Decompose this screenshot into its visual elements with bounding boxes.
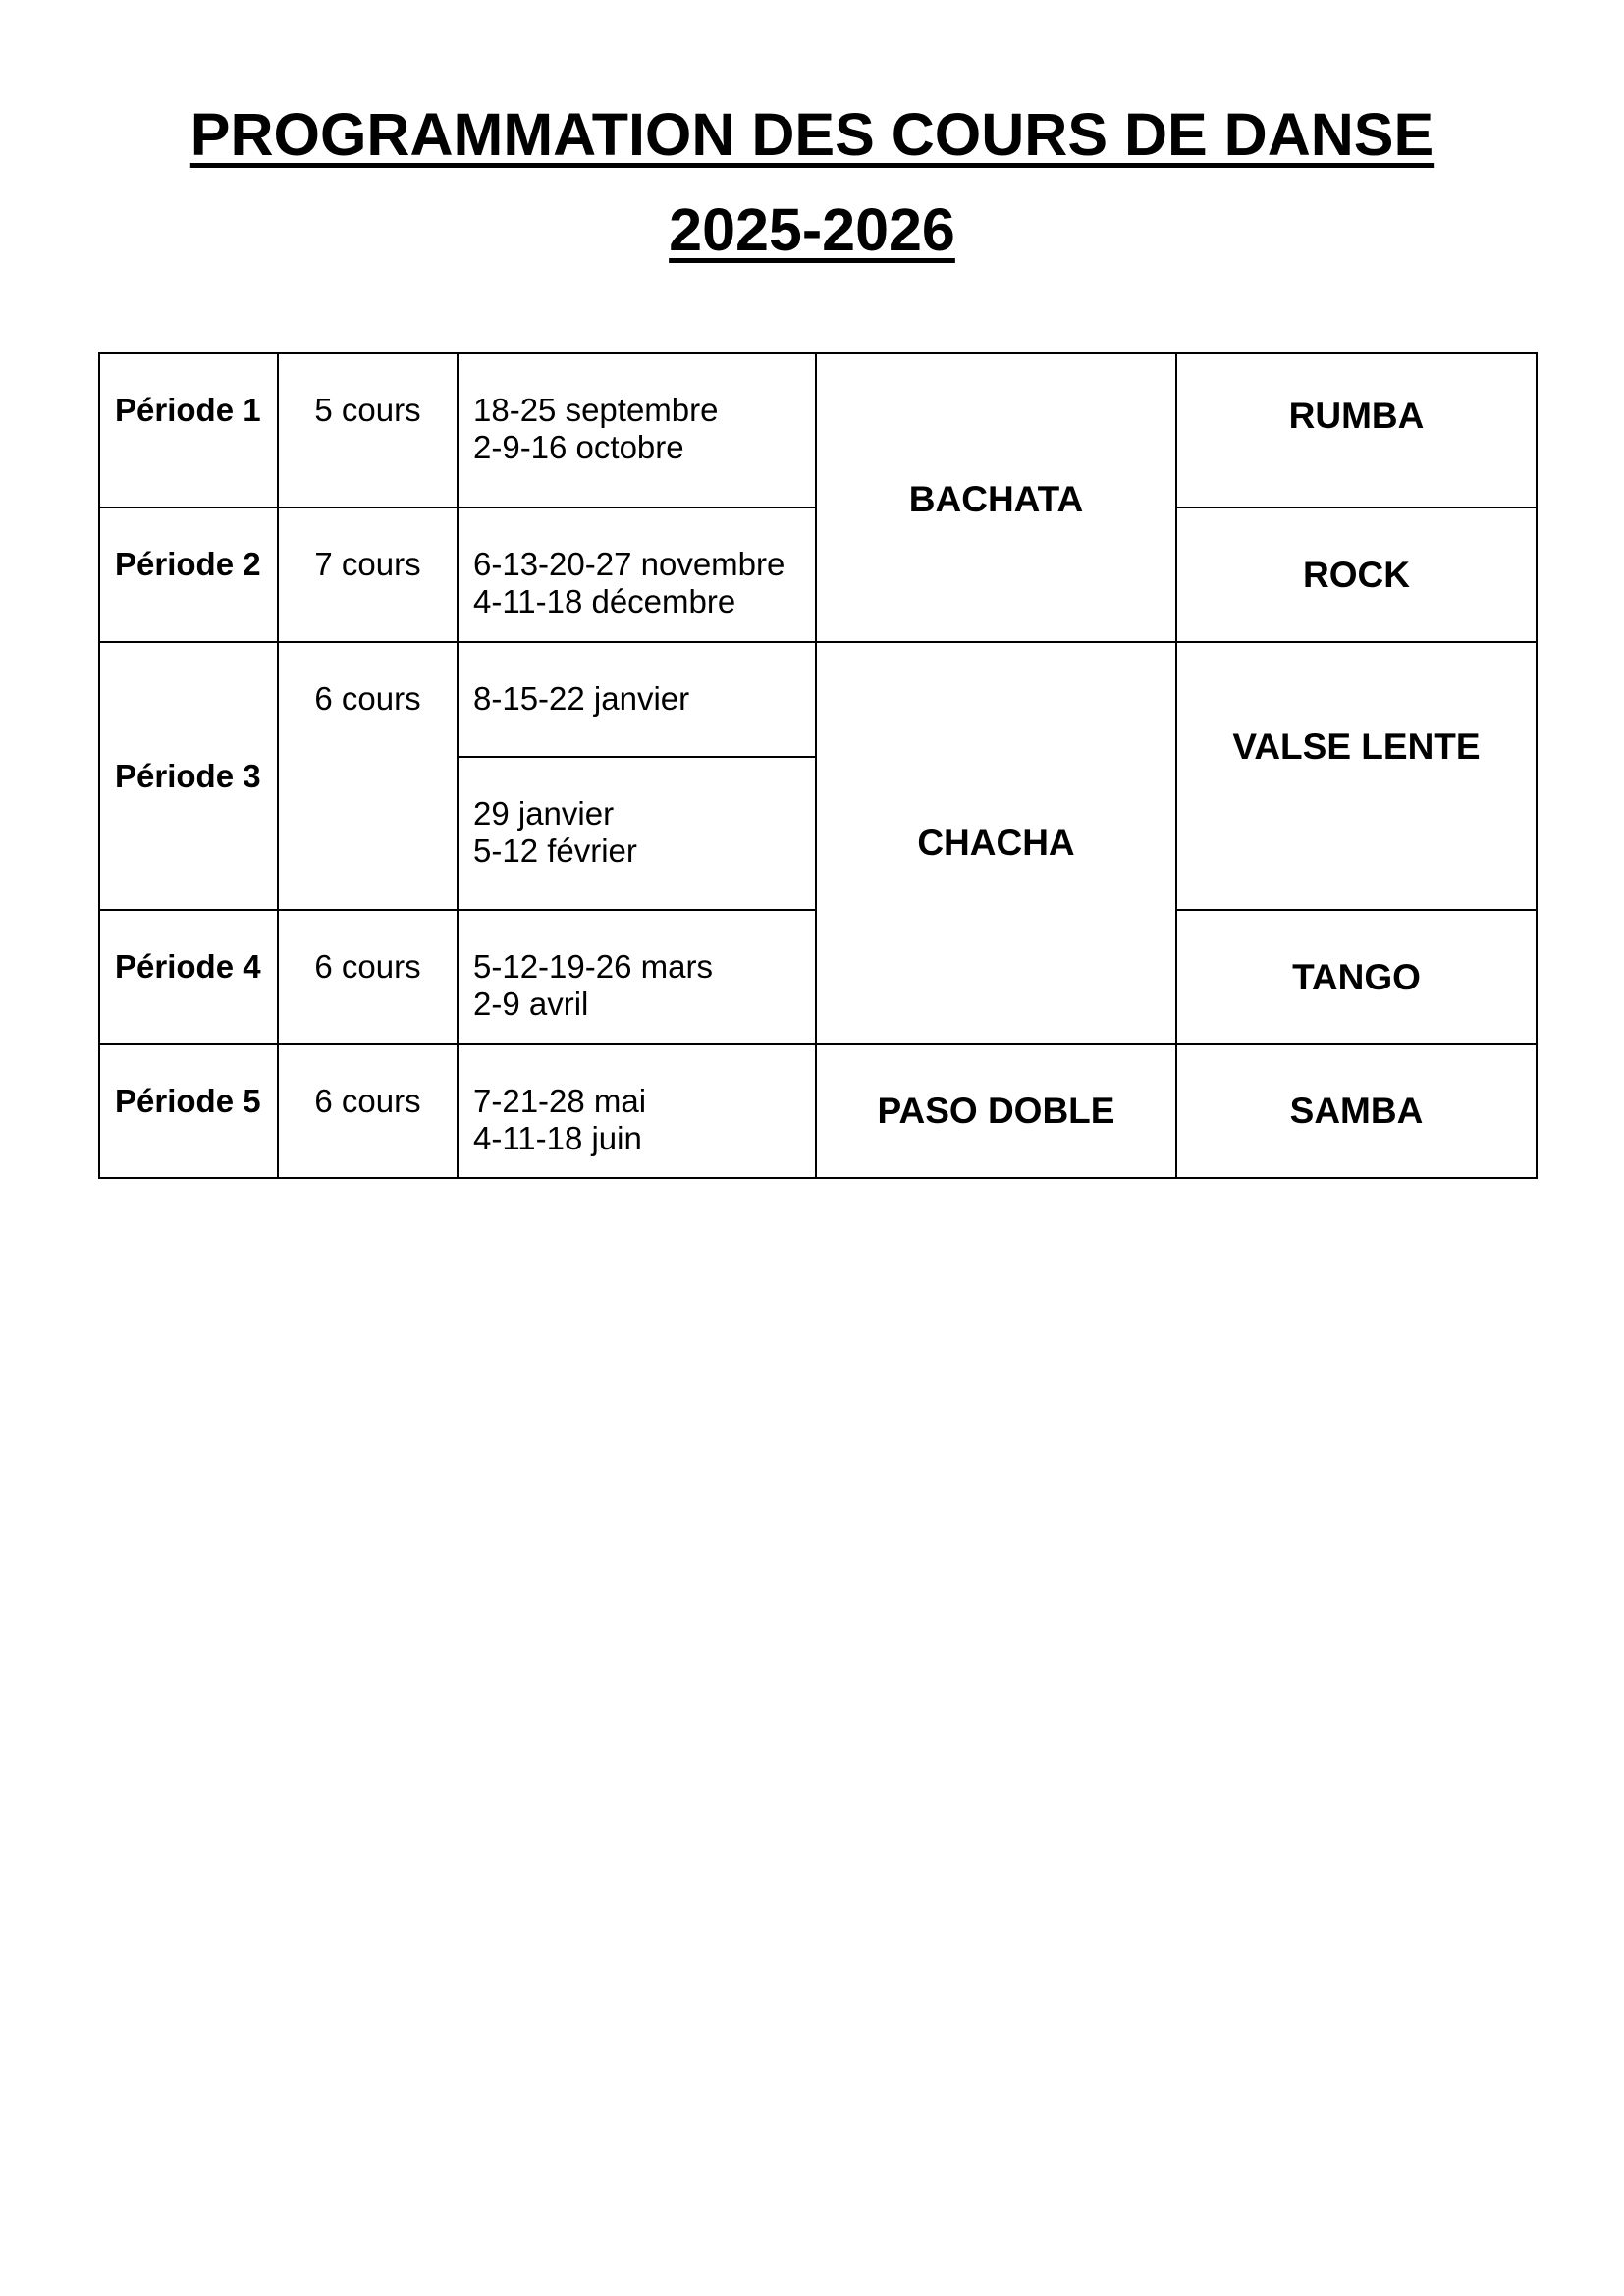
table-row-periode-3a [99,642,1537,757]
date-line: 2-9 avril [473,986,589,1022]
page-title [0,100,1624,169]
date-line: 7-21-28 mai [473,1083,647,1119]
course-dates [458,757,816,910]
date-line: 29 janvier [473,795,615,831]
date-line: 6-13-20-27 novembre [473,546,785,582]
date-line: 5-12-19-26 mars [473,948,713,985]
page-subtitle-year [0,195,1624,264]
title-line-1: PROGRAMMATION DES COURS DE DANSE [189,101,1435,168]
course-dates [458,642,816,757]
course-count: 6 cours [278,642,458,910]
dance-rumba: RUMBA [1176,353,1537,507]
dance-samba: SAMBA [1176,1044,1537,1178]
course-count: 5 cours [278,353,458,507]
date-line: 4-11-18 juin [473,1120,642,1156]
course-dates [458,353,816,507]
course-count: 6 cours [278,910,458,1044]
period-label: Période 1 [99,353,278,507]
period-label: Période 4 [99,910,278,1044]
table-row-periode-1 [99,353,1537,507]
course-count: 6 cours [278,1044,458,1178]
table-row-periode-5 [99,1044,1537,1178]
period-label: Période 5 [99,1044,278,1178]
dance-bachata: BACHATA [816,353,1176,642]
course-dates [458,910,816,1044]
date-line: 4-11-18 décembre [473,583,736,619]
dance-tango: TANGO [1176,910,1537,1044]
dance-chacha: CHACHA [816,642,1176,1044]
course-dates [458,507,816,642]
title-line-2: 2025-2026 [669,196,955,263]
period-label: Période 2 [99,507,278,642]
course-dates [458,1044,816,1178]
date-line: 2-9-16 octobre [473,429,684,465]
dance-paso-doble: PASO DOBLE [816,1044,1176,1178]
date-line: 18-25 septembre [473,392,719,428]
date-line: 5-12 février [473,832,637,869]
dance-valse-lente: VALSE LENTE [1176,642,1537,910]
date-line: 8-15-22 janvier [473,680,690,717]
period-label: Période 3 [99,642,278,910]
dance-schedule-table [98,352,1538,1179]
dance-rock: ROCK [1176,507,1537,642]
course-count: 7 cours [278,507,458,642]
